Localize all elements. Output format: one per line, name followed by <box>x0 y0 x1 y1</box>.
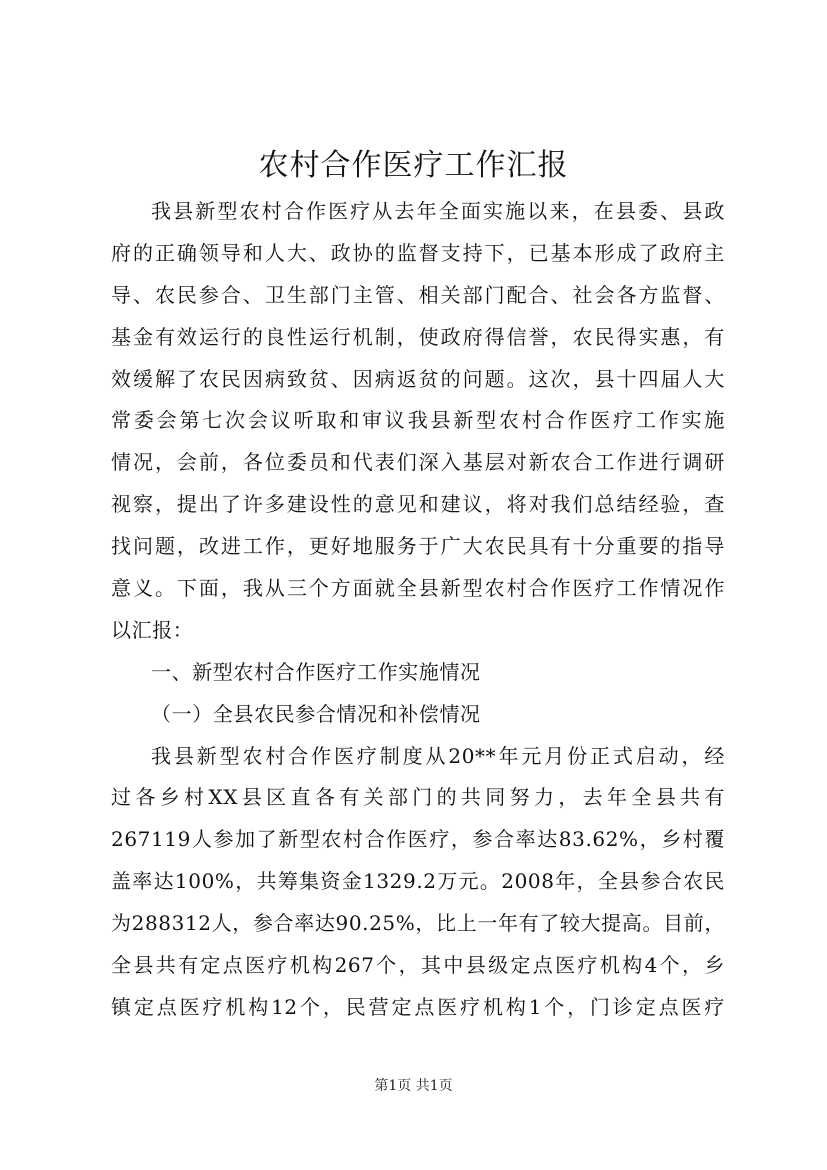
body-line: 全县共有定点医疗机构267个，其中县级定点医疗机构4个，乡 <box>111 953 725 978</box>
body-line: 情况，会前，各位委员和代表们深入基层对新农合工作进行调研 <box>111 450 725 475</box>
body-line: 导、农民参合、卫生部门主管、相关部门配合、社会各方监督、 <box>111 282 725 307</box>
body-line: 镇定点医疗机构12个，民营定点医疗机构1个，门诊定点医疗 <box>111 994 725 1019</box>
body-line: 常委会第七次会议听取和审议我县新型农村合作医疗工作实施 <box>111 408 725 433</box>
body-line: 过各乡村XX县区直各有关部门的共同努力，去年全县共有 <box>111 785 725 810</box>
page-footer: 第1页 共1页 <box>374 1078 453 1094</box>
body-line: 效缓解了农民因病致贫、因病返贫的问题。这次，县十四届人大 <box>111 366 725 391</box>
body-line: 我县新型农村合作医疗从去年全面实施以来，在县委、县政 <box>151 199 725 223</box>
section-heading: 一、新型农村合作医疗工作实施情况 <box>151 659 481 684</box>
body-line: 我县新型农村合作医疗制度从20**年元月份正式启动，经 <box>151 743 725 768</box>
body-line: 为288312人，参合率达90.25%，比上一年有了较大提高。目前， <box>111 911 725 936</box>
body-line: 盖率达100%，共筹集资金1329.2万元。2008年，全县参合农民 <box>111 869 725 894</box>
body-line: 267119人参加了新型农村合作医疗，参合率达83.62%，乡村覆 <box>111 827 725 852</box>
document-body <box>111 191 725 1029</box>
body-line: 以汇报： <box>111 617 194 642</box>
subsection-heading: （一）全县农民参合情况和补偿情况 <box>151 701 481 726</box>
body-line: 基金有效运行的良性运行机制，使政府得信誉，农民得实惠，有 <box>111 324 725 349</box>
body-line: 府的正确领导和人大、政协的监督支持下，已基本形成了政府主 <box>111 240 725 265</box>
body-line: 意义。下面，我从三个方面就全县新型农村合作医疗工作情况作 <box>111 576 725 601</box>
body-line: 找问题，改进工作，更好地服务于广大农民具有十分重要的指导 <box>111 534 725 559</box>
document-title: 农村合作医疗工作汇报 <box>258 148 569 183</box>
body-line: 视察，提出了许多建设性的意见和建议，将对我们总结经验，查 <box>111 492 725 517</box>
